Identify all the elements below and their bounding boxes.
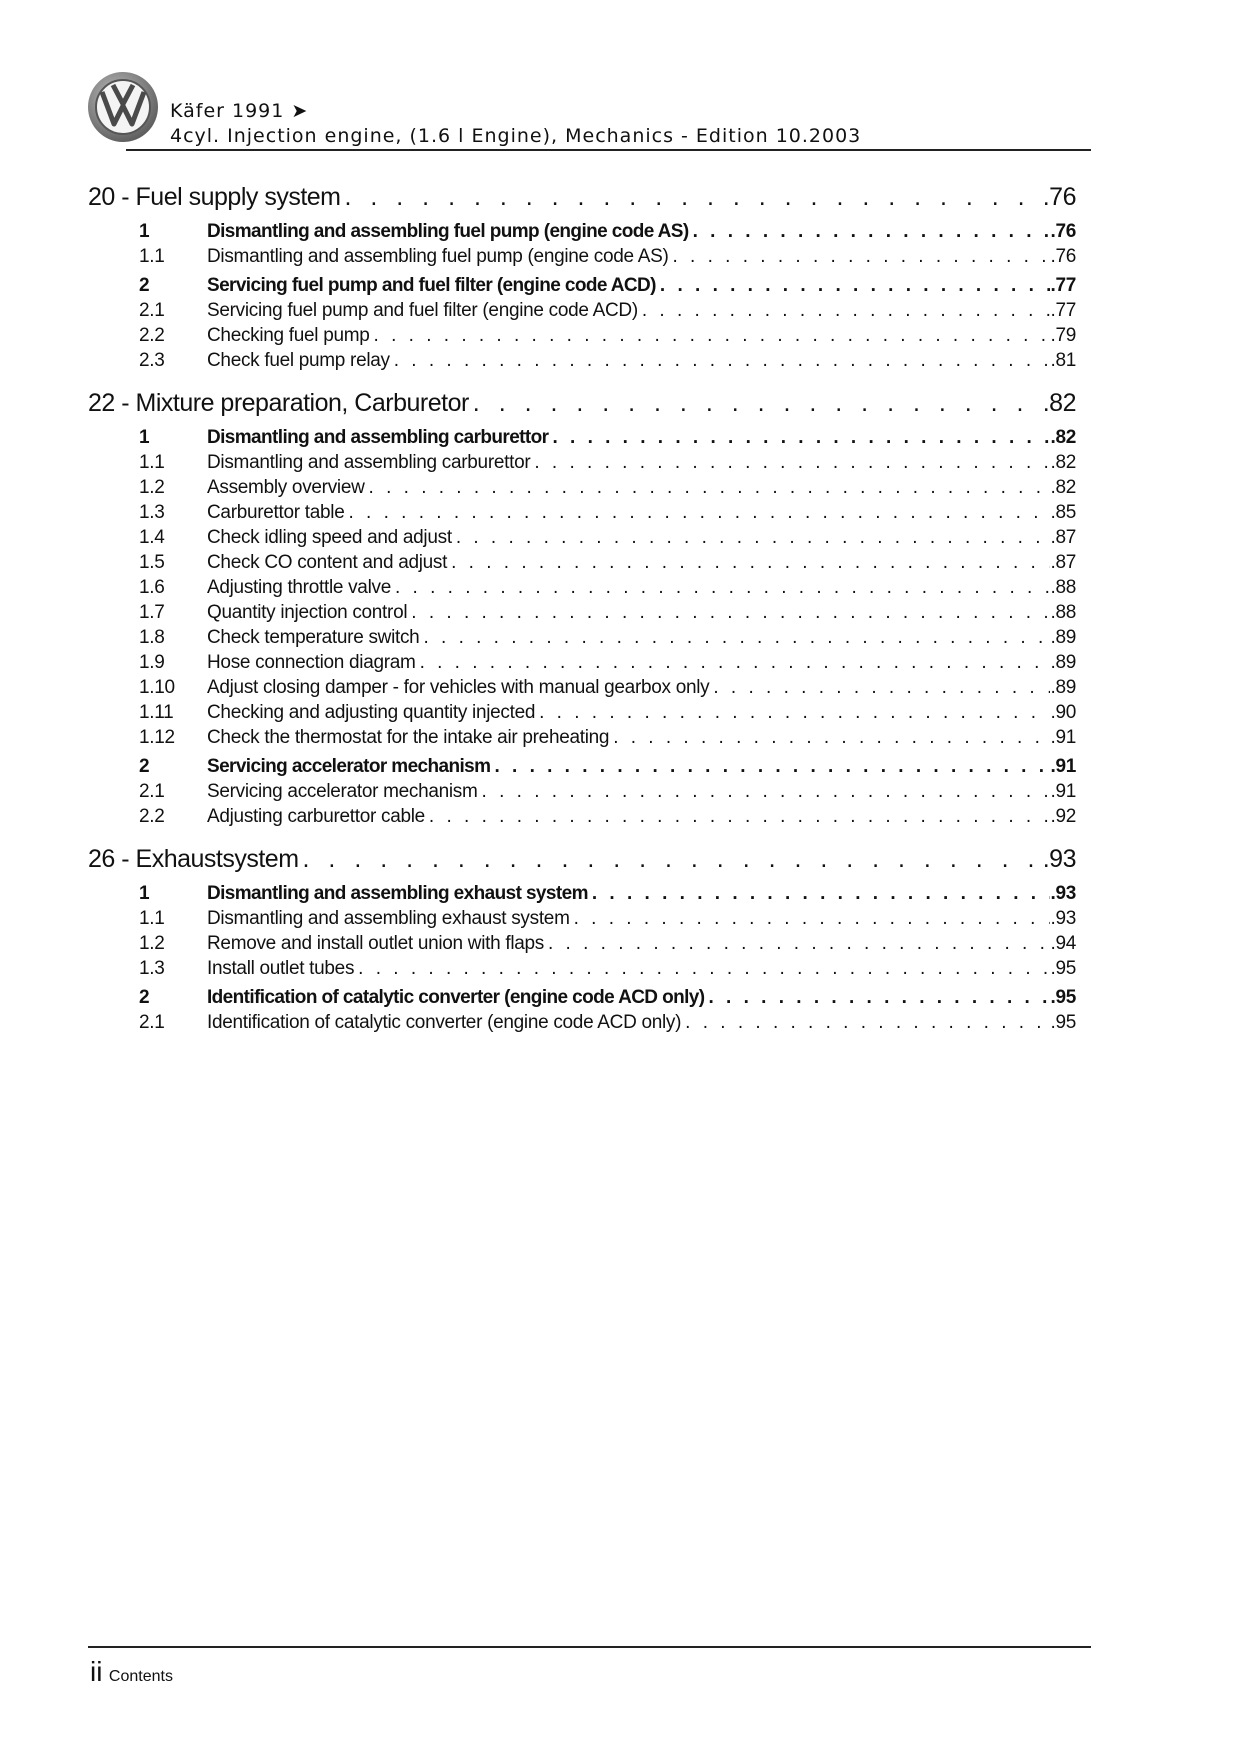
entry-number: 1.3: [139, 958, 165, 979]
entry-number: 1.5: [139, 552, 165, 573]
entry-title: Servicing accelerator mechanism: [207, 756, 491, 777]
entry-page: .87: [1050, 527, 1076, 548]
dot-leader: [358, 958, 1050, 980]
entry-title: Identification of catalytic converter (engine code ACD only): [207, 1012, 682, 1033]
toc-chapter-link[interactable]: [88, 389, 1076, 423]
toc-section-group: [88, 427, 1076, 752]
entry-page: .77: [1050, 300, 1076, 321]
toc-subsection-link[interactable]: [88, 727, 1076, 752]
entry-title: Hose connection diagram: [207, 652, 416, 673]
entry-number: 1.2: [139, 477, 165, 498]
entry-page: .95: [1050, 958, 1076, 979]
toc-chapter: [88, 389, 1076, 831]
toc-subsection-link[interactable]: [88, 958, 1076, 983]
entry-page: .89: [1050, 677, 1076, 698]
chapter-title: 26 - Exhaustsystem: [88, 845, 299, 873]
dot-leader: [642, 300, 1051, 322]
entry-page: .91: [1050, 727, 1076, 748]
entry-page: .90: [1050, 702, 1076, 723]
entry-page: .82: [1050, 452, 1076, 473]
dot-leader: [423, 627, 1050, 649]
chapter-page: .93: [1042, 845, 1076, 873]
entry-title: Adjusting throttle valve: [207, 577, 391, 598]
entry-page: .92: [1050, 806, 1076, 827]
entry-number: 2.2: [139, 806, 165, 827]
toc-subsection-link[interactable]: [88, 552, 1076, 577]
toc-subsection-link[interactable]: [88, 933, 1076, 958]
toc-section-group: [88, 275, 1076, 375]
toc-subsection-link[interactable]: [88, 502, 1076, 527]
entry-page: .82: [1050, 427, 1076, 448]
entry-title: Dismantling and assembling exhaust system: [207, 883, 588, 904]
toc-subsection-link[interactable]: [88, 627, 1076, 652]
vw-logo-icon: [88, 72, 158, 142]
dot-leader: [369, 477, 1051, 499]
entry-number: 1: [139, 883, 150, 904]
toc-subsection-link[interactable]: [88, 350, 1076, 375]
entry-title: Install outlet tubes: [207, 958, 355, 979]
entry-page: .95: [1050, 1012, 1076, 1033]
toc-subsection-link[interactable]: [88, 477, 1076, 502]
chapter-title: 20 - Fuel supply system: [88, 183, 341, 211]
entry-page: .88: [1050, 577, 1076, 598]
dot-leader: [482, 781, 1051, 803]
entry-page: .94: [1050, 933, 1076, 954]
entry-page: .89: [1050, 652, 1076, 673]
dot-leader: [429, 806, 1051, 828]
dot-leader: [713, 677, 1050, 699]
entry-number: 1.1: [139, 246, 165, 267]
toc-subsection-link[interactable]: [88, 577, 1076, 602]
dot-leader: [348, 502, 1050, 524]
entry-number: 2: [139, 987, 150, 1008]
entry-number: 1: [139, 221, 150, 242]
dot-leader: [303, 845, 1043, 874]
toc-subsection-link[interactable]: [88, 677, 1076, 702]
toc-subsection-link[interactable]: [88, 806, 1076, 831]
dot-leader: [685, 1012, 1050, 1034]
dot-leader: [548, 933, 1050, 955]
chapter-page: .82: [1042, 389, 1076, 417]
dot-leader: [539, 702, 1050, 724]
toc-section-link[interactable]: [88, 221, 1076, 246]
header-divider: [126, 149, 1091, 151]
entry-number: 1: [139, 427, 150, 448]
entry-title: Carburettor table: [207, 502, 345, 523]
entry-number: 1.9: [139, 652, 165, 673]
entry-page: .88: [1050, 602, 1076, 623]
entry-number: 1.2: [139, 933, 165, 954]
entry-number: 1.3: [139, 502, 165, 523]
entry-title: Servicing fuel pump and fuel filter (engine code ACD): [207, 275, 656, 296]
page-header: [88, 72, 1091, 152]
toc-subsection-link[interactable]: [88, 300, 1076, 325]
toc-subsection-link[interactable]: [88, 702, 1076, 727]
entry-page: .81: [1050, 350, 1076, 371]
entry-title: Dismantling and assembling fuel pump (engine code AS): [207, 246, 669, 267]
toc-subsection-link[interactable]: [88, 527, 1076, 552]
toc-section-link[interactable]: [88, 756, 1076, 781]
dot-leader: [411, 602, 1050, 624]
dot-leader: [420, 652, 1051, 674]
entry-title: Servicing fuel pump and fuel filter (engine code ACD): [207, 300, 638, 321]
entry-page: .91: [1050, 756, 1076, 777]
entry-title: Quantity injection control: [207, 602, 408, 623]
page-number: ii: [90, 1656, 103, 1687]
entry-number: 1.1: [139, 452, 165, 473]
entry-title: Check the thermostat for the intake air preheating: [207, 727, 610, 748]
entry-page: .82: [1050, 477, 1076, 498]
entry-page: .89: [1050, 627, 1076, 648]
toc-chapter: [88, 845, 1076, 1037]
chapter-page: .76: [1042, 183, 1076, 211]
dot-leader: [473, 389, 1043, 418]
entry-page: .76: [1050, 246, 1076, 267]
entry-title: Check CO content and adjust: [207, 552, 448, 573]
entry-page: .77: [1050, 275, 1076, 296]
dot-leader: [693, 221, 1051, 243]
dot-leader: [552, 427, 1050, 449]
footer-divider: [88, 1646, 1091, 1648]
entry-page: .79: [1050, 325, 1076, 346]
entry-title: Adjust closing damper - for vehicles with manual gearbox only: [207, 677, 710, 698]
entry-number: 1.6: [139, 577, 165, 598]
entry-title: Dismantling and assembling carburettor: [207, 452, 531, 473]
dot-leader: [374, 325, 1051, 347]
toc-subsection-link[interactable]: [88, 452, 1076, 477]
toc-subsection-link[interactable]: [88, 1012, 1076, 1037]
entry-number: 2.1: [139, 1012, 165, 1033]
entry-page: .93: [1050, 883, 1076, 904]
entry-title: Dismantling and assembling fuel pump (engine code AS): [207, 221, 689, 242]
dot-leader: [345, 183, 1043, 212]
document-subtitle: 4cyl. Injection engine, (1.6 l Engine), Mechanics - Edition 10.2003: [170, 125, 862, 147]
toc-subsection-link[interactable]: [88, 246, 1076, 271]
dot-leader: [709, 987, 1051, 1009]
toc-chapter-link[interactable]: [88, 183, 1076, 217]
toc-section-link[interactable]: [88, 275, 1076, 300]
toc-section-link[interactable]: [88, 883, 1076, 908]
toc-section-group: [88, 883, 1076, 983]
toc-subsection-link[interactable]: [88, 781, 1076, 806]
entry-number: 1.8: [139, 627, 165, 648]
entry-number: 1.7: [139, 602, 165, 623]
table-of-contents: [88, 183, 1076, 1051]
entry-number: 2: [139, 275, 150, 296]
entry-number: 2.1: [139, 300, 165, 321]
dot-leader: [673, 246, 1051, 268]
toc-subsection-link[interactable]: [88, 652, 1076, 677]
entry-title: Dismantling and assembling exhaust system: [207, 908, 570, 929]
dot-leader: [660, 275, 1051, 297]
entry-page: .93: [1050, 908, 1076, 929]
dot-leader: [395, 577, 1051, 599]
chapter-title: 22 - Mixture preparation, Carburetor: [88, 389, 469, 417]
entry-title: Check idling speed and adjust: [207, 527, 452, 548]
entry-number: 1.4: [139, 527, 165, 548]
toc-subsection-link[interactable]: [88, 325, 1076, 350]
toc-section-link[interactable]: [88, 427, 1076, 452]
toc-section-group: [88, 756, 1076, 831]
entry-page: .87: [1050, 552, 1076, 573]
dot-leader: [451, 552, 1050, 574]
entry-title: Checking and adjusting quantity injected: [207, 702, 536, 723]
entry-page: .91: [1050, 781, 1076, 802]
entry-title: Servicing accelerator mechanism: [207, 781, 478, 802]
dot-leader: [592, 883, 1051, 905]
entry-page: .95: [1050, 987, 1076, 1008]
toc-chapter-link[interactable]: [88, 845, 1076, 879]
toc-subsection-link[interactable]: [88, 602, 1076, 627]
dot-leader: [613, 727, 1050, 749]
dot-leader: [534, 452, 1050, 474]
toc-section-link[interactable]: [88, 987, 1076, 1012]
toc-section-group: [88, 221, 1076, 271]
page-footer: [90, 1656, 173, 1688]
entry-number: 1.11: [139, 702, 174, 723]
entry-page: .85: [1050, 502, 1076, 523]
entry-number: 2: [139, 756, 150, 777]
dot-leader: [494, 756, 1050, 778]
entry-title: Check fuel pump relay: [207, 350, 390, 371]
dot-leader: [574, 908, 1051, 930]
entry-number: 2.1: [139, 781, 165, 802]
footer-label: Contents: [108, 1668, 173, 1685]
entry-title: Adjusting carburettor cable: [207, 806, 425, 827]
entry-title: Remove and install outlet union with flaps: [207, 933, 544, 954]
entry-number: 1.10: [139, 677, 175, 698]
toc-chapter: [88, 183, 1076, 375]
entry-title: Assembly overview: [207, 477, 365, 498]
entry-number: 2.3: [139, 350, 165, 371]
document-title: Käfer 1991 ➤: [170, 100, 309, 122]
toc-subsection-link[interactable]: [88, 908, 1076, 933]
entry-number: 1.12: [139, 727, 175, 748]
dot-leader: [394, 350, 1051, 372]
entry-title: Check temperature switch: [207, 627, 420, 648]
entry-number: 2.2: [139, 325, 165, 346]
toc-section-group: [88, 987, 1076, 1037]
entry-title: Dismantling and assembling carburettor: [207, 427, 549, 448]
entry-number: 1.1: [139, 908, 165, 929]
entry-title: Checking fuel pump: [207, 325, 370, 346]
entry-page: .76: [1050, 221, 1076, 242]
dot-leader: [456, 527, 1051, 549]
entry-title: Identification of catalytic converter (engine code ACD only): [207, 987, 705, 1008]
